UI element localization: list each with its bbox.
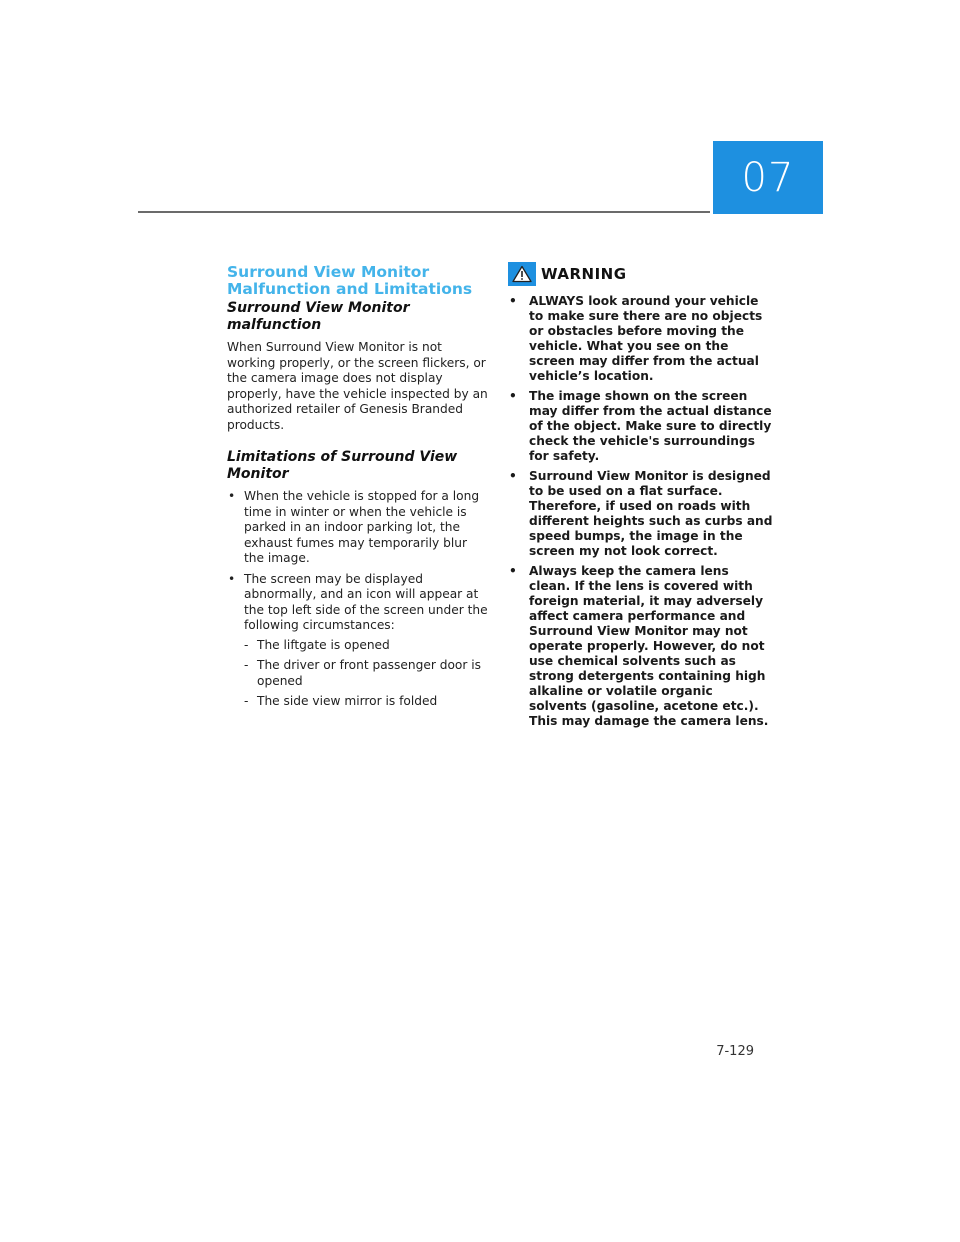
bullet-mark: • bbox=[228, 571, 236, 586]
page-number: 7-129 bbox=[716, 1044, 754, 1059]
warning-item-text: Always keep the camera lens clean. If the lens is covered with foreign material, it may adversely affect camera performance and Surround View Monitor may not operate properly. However, do not use chemical solvents such as strong detergents containing high alkaline or volatile organic solvents (gasoline, acetone etc.). This may damage the camera lens. bbox=[529, 564, 769, 728]
bullet-mark: • bbox=[228, 489, 236, 503]
malfunction-paragraph: When Surround View Monitor is not working properly, or the screen flickers, or the camera image does not display properly, have the vehicle inspected by an authorized retailer of Genesis Branded products. bbox=[227, 340, 488, 432]
dash-mark: - bbox=[244, 658, 249, 672]
limitations-heading: Limitations of Surround View Monitor bbox=[227, 449, 458, 482]
list-item-text: When the vehicle is stopped for a long time in winter or when the vehicle is parked in an indoor parking lot, the exhaust fumes may temporarily blur the image. bbox=[244, 489, 480, 565]
list-item bbox=[227, 572, 489, 710]
warning-header bbox=[508, 262, 773, 286]
dash-mark: - bbox=[244, 694, 249, 708]
sub-list-item-text: The liftgate is opened bbox=[257, 637, 390, 652]
warning-triangle-icon bbox=[508, 262, 536, 286]
list-item bbox=[227, 489, 489, 567]
warning-item bbox=[508, 564, 773, 729]
bullet-mark: • bbox=[509, 294, 517, 308]
warning-item bbox=[508, 294, 773, 384]
limitations-list bbox=[227, 489, 489, 710]
left-column bbox=[227, 264, 489, 715]
list-item-text: The screen may be displayed abnormally, and an icon will appear at the top left side of the screen under the following circumstances: bbox=[244, 571, 488, 632]
warning-item bbox=[508, 469, 773, 559]
warning-item bbox=[508, 389, 773, 464]
sub-list-item-text: The driver or front passenger door is opened bbox=[257, 658, 481, 688]
chapter-tab: 07 bbox=[713, 141, 823, 214]
dash-mark: - bbox=[244, 637, 249, 652]
warning-item-text: The image shown on the screen may differ from the actual distance of the object. Make sure to directly check the vehicle's surroundings for safety. bbox=[529, 389, 772, 463]
chapter-divider-rule bbox=[138, 211, 710, 213]
bullet-mark: • bbox=[509, 389, 517, 403]
warning-list bbox=[508, 294, 773, 729]
bullet-mark: • bbox=[509, 564, 517, 578]
sub-list-item-text: The side view mirror is folded bbox=[257, 694, 438, 708]
sub-list-item bbox=[244, 638, 489, 654]
section-title-line-1: Surround View Monitor bbox=[227, 263, 430, 281]
section-title bbox=[227, 264, 489, 298]
warning-box bbox=[508, 262, 773, 734]
section-title-line-2: Malfunction and Limitations bbox=[227, 280, 473, 298]
bullet-mark: • bbox=[509, 469, 517, 483]
warning-label: WARNING bbox=[541, 265, 627, 283]
malfunction-heading: Surround View Monitor malfunction bbox=[227, 300, 410, 333]
warning-item-text: Surround View Monitor is designed to be used on a flat surface. Therefore, if used on roads with different heights such as curbs and speed bumps, the image in the screen my not look correct. bbox=[529, 469, 773, 558]
circumstances-list bbox=[244, 638, 489, 710]
sub-list-item bbox=[244, 658, 489, 689]
sub-list-item bbox=[244, 694, 489, 710]
warning-item-text: ALWAYS look around your vehicle to make sure there are no objects or obstacles before moving the vehicle. What you see on the screen may differ from the actual vehicle’s location. bbox=[529, 294, 763, 383]
